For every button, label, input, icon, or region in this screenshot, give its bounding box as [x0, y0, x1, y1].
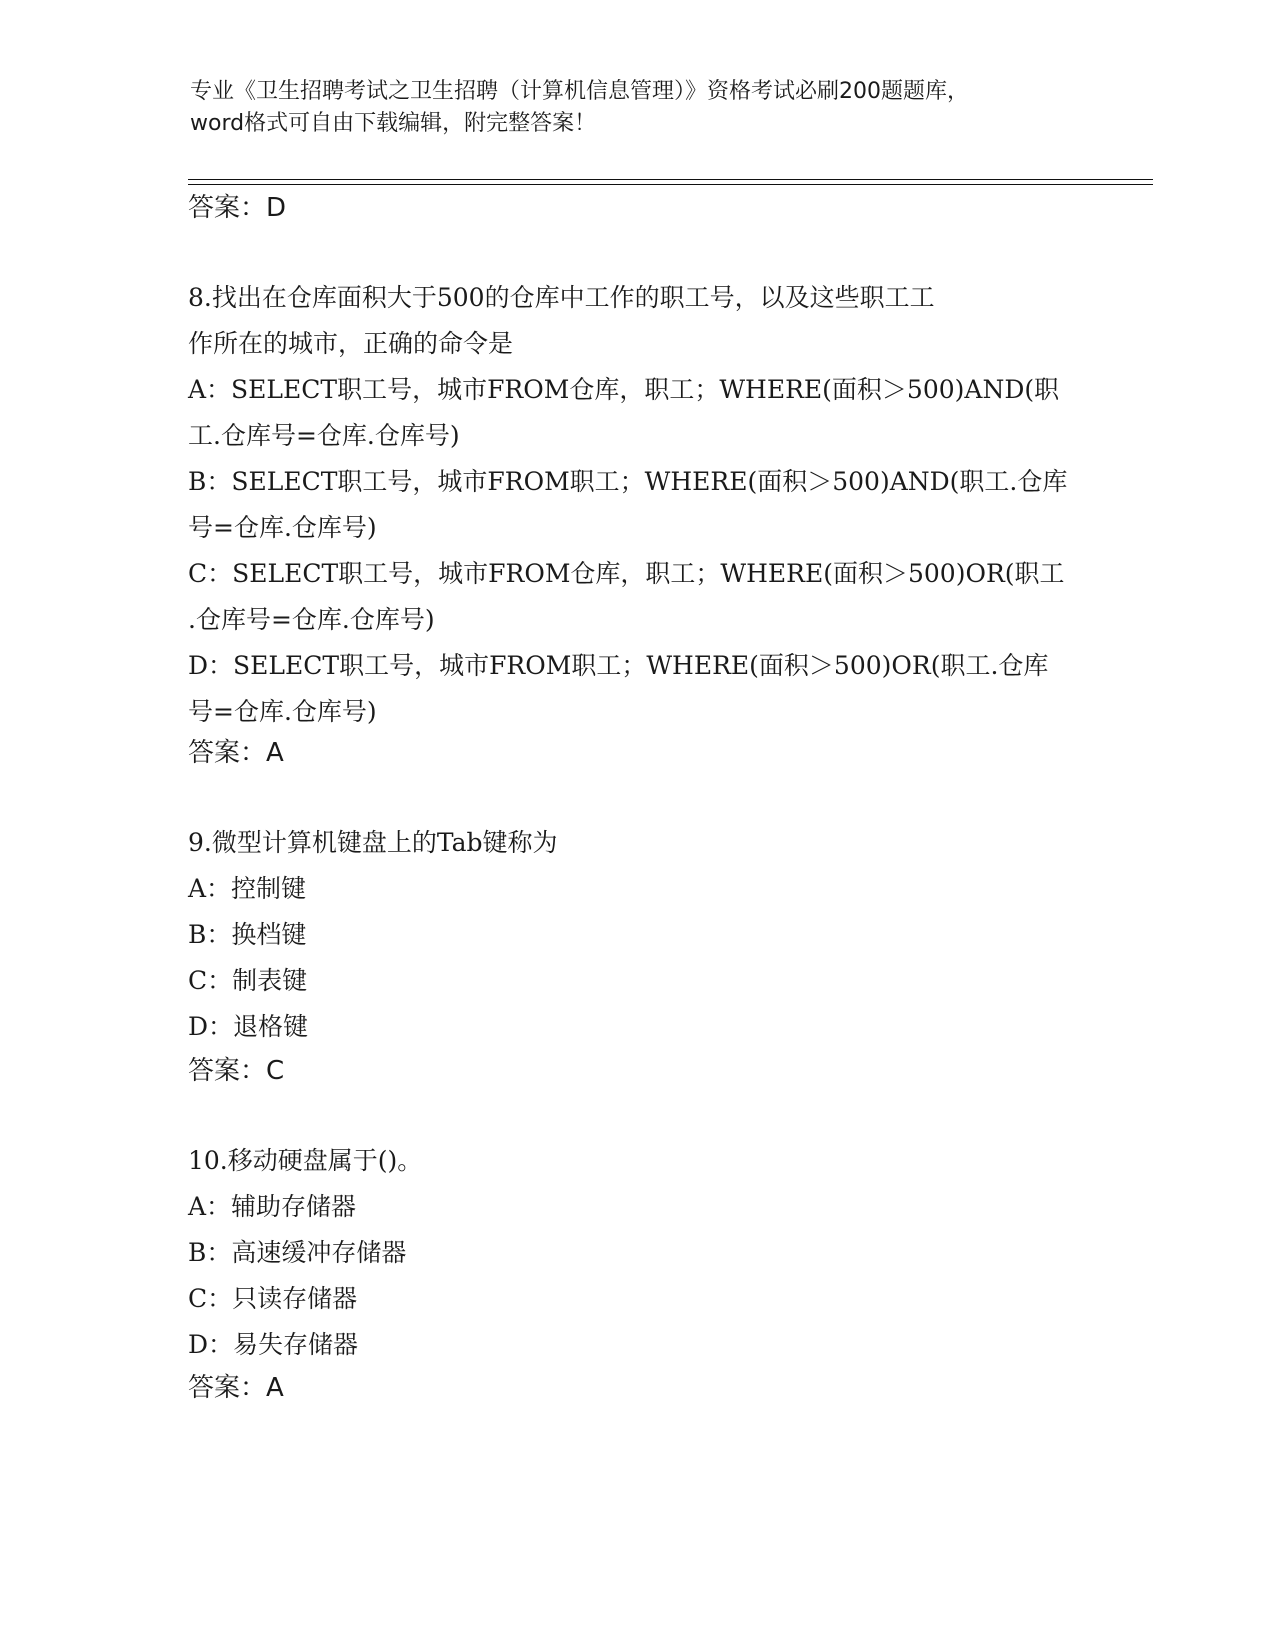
question-8-option-a-line-2: 工.仓库号=仓库.仓库号): [188, 421, 460, 450]
question-9-option-b: B：换档键: [188, 920, 307, 949]
question-10-answer: 答案：A: [188, 1373, 284, 1403]
question-9-option-a: A：控制键: [188, 874, 307, 903]
question-8-answer: 答案：A: [188, 738, 284, 768]
document-header: [190, 76, 1090, 140]
header-divider-bottom: [188, 184, 1153, 185]
question-10-stem: 10.移动硬盘属于()。: [188, 1146, 423, 1175]
question-9-stem: 9.微型计算机键盘上的Tab键称为: [188, 828, 558, 857]
previous-answer: 答案：D: [188, 193, 287, 223]
question-8-option-a-line-1: A：SELECT职工号，城市FROM仓库，职工；WHERE(面积＞500)AND(职: [188, 375, 1060, 404]
question-10: [188, 1138, 1088, 1368]
question-8-option-d-line-2: 号=仓库.仓库号): [188, 697, 377, 726]
header-line-1: 专业《卫生招聘考试之卫生招聘（计算机信息管理）》资格考试必刷200题题库，: [190, 79, 969, 104]
question-8-stem-line-2: 作所在的城市，正确的命令是: [188, 329, 514, 358]
header-line-2: word格式可自由下载编辑，附完整答案！: [190, 111, 597, 136]
question-10-option-d: D：易失存储器: [188, 1330, 359, 1359]
question-8-option-c-line-2: .仓库号=仓库.仓库号): [188, 605, 435, 634]
question-9-option-c: C：制表键: [188, 966, 308, 995]
question-10-option-c: C：只读存储器: [188, 1284, 358, 1313]
question-9-option-d: D：退格键: [188, 1012, 309, 1041]
question-8-option-d-line-1: D：SELECT职工号，城市FROM职工；WHERE(面积＞500)OR(职工.仓库: [188, 651, 1049, 680]
question-9: [188, 820, 1088, 1050]
header-divider-top: [188, 179, 1153, 180]
question-10-option-a: A：辅助存储器: [188, 1192, 357, 1221]
question-10-option-b: B：高速缓冲存储器: [188, 1238, 407, 1267]
question-8: [188, 275, 1088, 735]
question-8-option-c-line-1: C：SELECT职工号，城市FROM仓库，职工；WHERE(面积＞500)OR(职工: [188, 559, 1065, 588]
question-8-option-b-line-1: B：SELECT职工号，城市FROM职工；WHERE(面积＞500)AND(职工.仓库: [188, 467, 1068, 496]
question-8-stem-line-1: 8.找出在仓库面积大于500的仓库中工作的职工号，以及这些职工工: [188, 283, 935, 312]
question-8-option-b-line-2: 号=仓库.仓库号): [188, 513, 377, 542]
question-9-answer: 答案：C: [188, 1056, 285, 1086]
